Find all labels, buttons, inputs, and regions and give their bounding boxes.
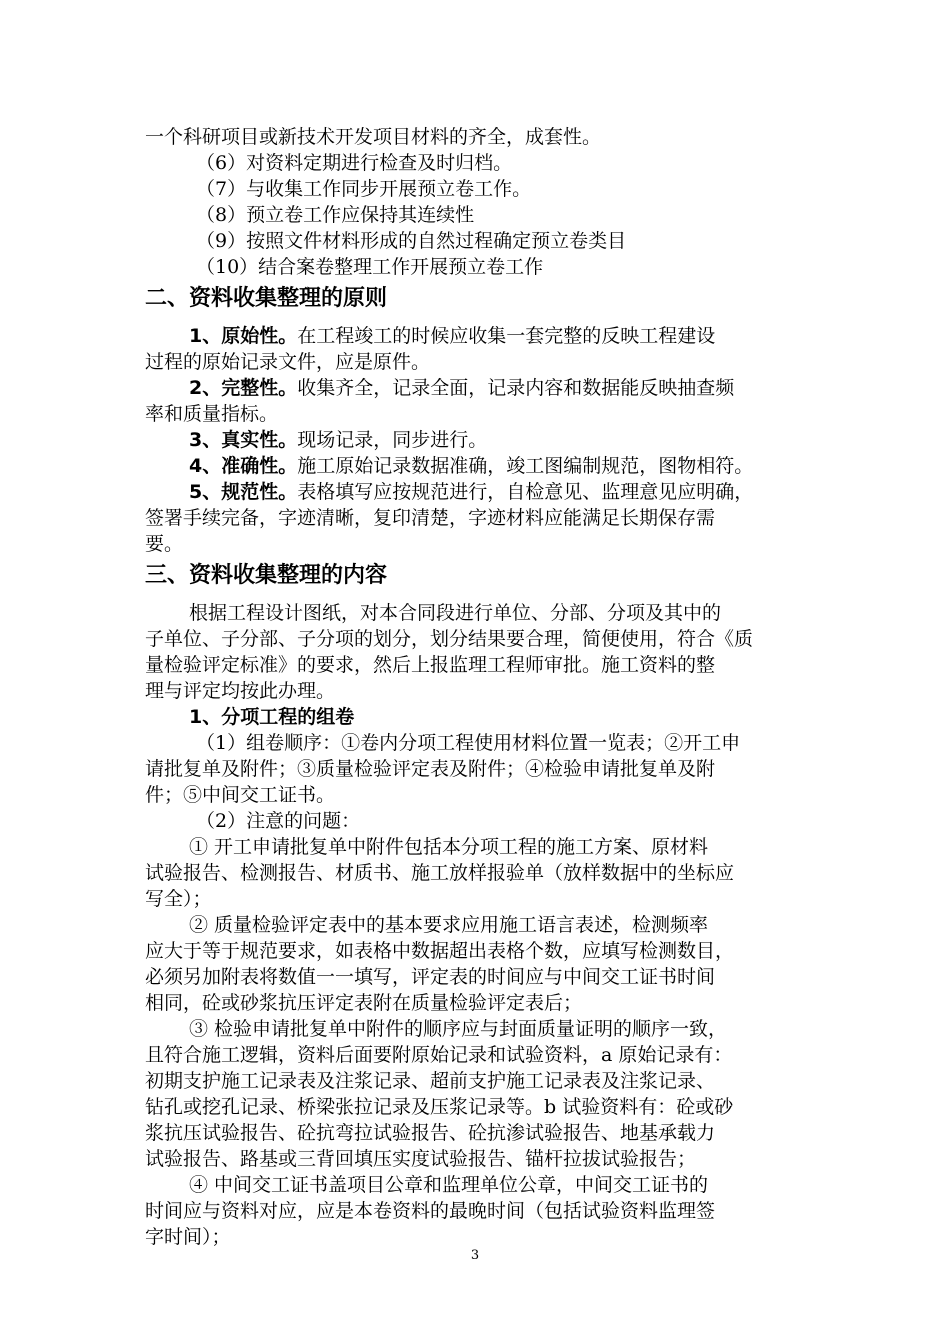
list-item: （7）与收集工作同步开展预立卷工作。 bbox=[196, 178, 532, 200]
principle-text: 在工程竣工的时候应收集一套完整的反映工程建设 bbox=[297, 325, 716, 347]
principle-text: 现场记录，同步进行。 bbox=[297, 429, 488, 451]
paragraph-line: 签署手续完备，字迹清晰，复印清楚，字迹材料应能满足长期保存需 bbox=[145, 507, 716, 529]
principle-text: 表格填写应按规范进行，自检意见、监理意见应明确， bbox=[297, 481, 754, 503]
principle-label: 1、原始性。 bbox=[189, 325, 298, 347]
paragraph-line: 一个科研项目或新技术开发项目材料的齐全，成套性。 bbox=[145, 126, 602, 148]
list-item: （9）按照文件材料形成的自然过程确定预立卷类目 bbox=[196, 230, 627, 252]
paragraph-line: 子单位、子分部、子分项的划分，划分结果要合理，简便使用，符合《质 bbox=[145, 628, 754, 650]
paragraph-line: 浆抗压试验报告、砼抗弯拉试验报告、砼抗渗试验报告、地基承载力 bbox=[145, 1122, 716, 1144]
paragraph-line: 必须另加附表将数值一一填写，评定表的时间应与中间交工证书时间 bbox=[145, 966, 716, 988]
section-heading: 二、资料收集整理的原则 bbox=[145, 286, 388, 311]
paragraph-line: 试验报告、路基或三背回填压实度试验报告、锚杆拉拔试验报告； bbox=[145, 1148, 697, 1170]
paragraph-line: （1）组卷顺序：①卷内分项工程使用材料位置一览表；②开工申 bbox=[196, 732, 741, 754]
list-item: （6）对资料定期进行检查及时归档。 bbox=[196, 152, 513, 174]
paragraph-line: 初期支护施工记录表及注浆记录、超前支护施工记录表及注浆记录、 bbox=[145, 1070, 716, 1092]
principle-paragraph bbox=[189, 323, 810, 349]
paragraph-line: ① 开工申请批复单中附件包括本分项工程的施工方案、原材料 bbox=[189, 836, 709, 858]
principle-label: 3、真实性。 bbox=[189, 429, 298, 451]
paragraph-line: 根据工程设计图纸，对本合同段进行单位、分部、分项及其中的 bbox=[189, 602, 722, 624]
paragraph-line: 件；⑤中间交工证书。 bbox=[145, 784, 336, 806]
list-item: （10）结合案卷整理工作开展预立卷工作 bbox=[196, 256, 544, 278]
paragraph-line: ② 质量检验评定表中的基本要求应用施工语言表述，检测频率 bbox=[189, 914, 709, 936]
paragraph-line: 时间应与资料对应，应是本卷资料的最晚时间（包括试验资料监理签 bbox=[145, 1200, 716, 1222]
paragraph-line: 相同，砼或砂浆抗压评定表附在质量检验评定表后； bbox=[145, 992, 583, 1014]
paragraph-line: 且符合施工逻辑，资料后面要附原始记录和试验资料，a 原始记录有： bbox=[145, 1044, 733, 1066]
subsection-heading-text: 1、分项工程的组卷 bbox=[189, 706, 355, 728]
principle-paragraph bbox=[189, 375, 810, 401]
paragraph-line: 字时间）； bbox=[145, 1226, 231, 1248]
principle-paragraph bbox=[189, 453, 810, 479]
paragraph-line: （2）注意的问题： bbox=[196, 810, 361, 832]
paragraph-line: 率和质量指标。 bbox=[145, 403, 279, 425]
principle-paragraph bbox=[189, 479, 810, 505]
principle-label: 4、准确性。 bbox=[189, 455, 298, 477]
section-heading: 三、资料收集整理的内容 bbox=[145, 563, 388, 588]
paragraph-line: 要。 bbox=[145, 533, 184, 555]
paragraph-line: 理与评定均按此办理。 bbox=[145, 680, 336, 702]
list-item: （8）预立卷工作应保持其连续性 bbox=[196, 204, 475, 226]
paragraph-line: 请批复单及附件；③质量检验评定表及附件；④检验申请批复单及附 bbox=[145, 758, 716, 780]
paragraph-line: 应大于等于规范要求，如表格中数据超出表格个数，应填写检测数目， bbox=[145, 940, 735, 962]
page-number: 3 bbox=[470, 1248, 480, 1263]
paragraph-line: 过程的原始记录文件，应是原件。 bbox=[145, 351, 431, 373]
paragraph-line: 钻孔或挖孔记录、桥梁张拉记录及压浆记录等。b 试验资料有：砼或砂 bbox=[145, 1096, 734, 1118]
principle-paragraph bbox=[189, 427, 810, 453]
principle-text: 收集齐全，记录全面，记录内容和数据能反映抽查频 bbox=[297, 377, 735, 399]
principle-label: 5、规范性。 bbox=[189, 481, 298, 503]
paragraph-line: 试验报告、检测报告、材质书、施工放样报验单（放样数据中的坐标应 bbox=[145, 862, 735, 884]
principle-text: 施工原始记录数据准确，竣工图编制规范，图物相符。 bbox=[297, 455, 754, 477]
principle-label: 2、完整性。 bbox=[189, 377, 298, 399]
paragraph-line: 写全）； bbox=[145, 888, 212, 910]
paragraph-line: ④ 中间交工证书盖项目公章和监理单位公章，中间交工证书的 bbox=[189, 1174, 709, 1196]
paragraph-line: ③ 检验申请批复单中附件的顺序应与封面质量证明的顺序一致， bbox=[189, 1018, 728, 1040]
paragraph-line: 量检验评定标准》的要求，然后上报监理工程师审批。施工资料的整 bbox=[145, 654, 716, 676]
subsection-heading bbox=[189, 704, 810, 730]
